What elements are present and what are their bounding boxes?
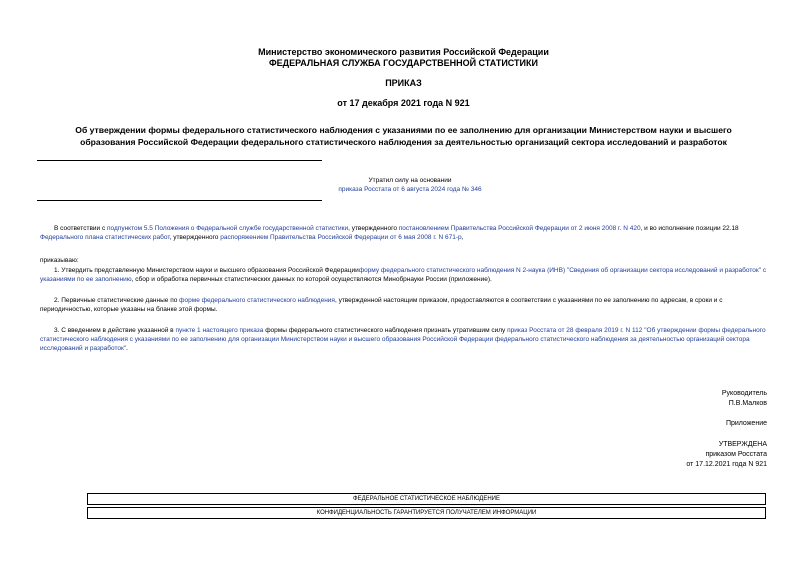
form-box-confidentiality: КОНФИДЕНЦИАЛЬНОСТЬ ГАРАНТИРУЕТСЯ ПОЛУЧАТЕЛЕМ ИНФОРМАЦИИ xyxy=(87,507,766,519)
preamble-text: В соответствии с xyxy=(54,225,108,232)
signature-name: П.В.Малков xyxy=(728,400,767,407)
divider-top xyxy=(37,160,322,161)
ministry-name: Министерство экономического развития Российской Федерации xyxy=(258,47,549,57)
preamble-text: , и во исполнение позиции 22.18 xyxy=(640,225,739,232)
order-word: приказываю: xyxy=(40,257,79,264)
item-3 xyxy=(40,326,770,353)
preamble-text: , утвержденного xyxy=(169,234,221,241)
signature-role: Руководитель xyxy=(721,390,767,397)
approved-label: УТВЕРЖДЕНА xyxy=(718,441,767,448)
status-link[interactable]: приказа Росстата от 6 августа 2024 года № 346 xyxy=(338,186,482,193)
approved-date: от 17.12.2021 года N 921 xyxy=(686,461,767,468)
item-text: 3. С введением в действие указанной в xyxy=(54,327,176,334)
form-link[interactable]: форму федерального статистического наблюдения N 2-наука (ИНВ) "Сведения об организации сектора исследований и разработок" с указаниями по ее заполнению xyxy=(40,267,767,283)
doc-date: от 17 декабря 2021 года N 921 xyxy=(337,98,470,108)
item-text: , утвержденной настоящим приказом, предоставляются в соответствии с указаниями по ее заполнению по адресам, в сроки и с периодичностью, которые указаны на бланке этой формы. xyxy=(40,297,723,313)
item-text: 2. Первичные статистические данные по xyxy=(54,297,180,304)
item-text: . xyxy=(126,345,128,352)
preamble-text: , утвержденного xyxy=(348,225,399,232)
approved-by: приказом Росстата xyxy=(705,451,767,458)
plan-link[interactable]: Федерального плана статистических работ xyxy=(40,234,170,241)
status-text: Утратил силу на основании xyxy=(368,177,452,184)
appendix-label: Приложение xyxy=(725,420,767,427)
decree-link[interactable]: постановлением Правительства Российской Федерации от 2 июня 2008 г. N 420 xyxy=(398,225,641,232)
regulation-link[interactable]: подпунктом 5.5 Положения о Федеральной службе государственной статистики xyxy=(107,225,349,232)
repealed-order-link[interactable]: приказ Росстата от 28 февраля 2019 г. N 112 "Об утверждении формы федерального статистического наблюдения с указаниями по ее заполнению для организации Министерством науки и высшего образования Российской Федерации федерального статистического наблюдения за деятельностью организаций сектора исследований и разработок" xyxy=(40,327,766,352)
form-link-2[interactable]: форме федерального статистического наблюдения xyxy=(179,297,335,304)
order-link[interactable]: распоряжением Правительства Российской Федерации от 6 мая 2008 г. N 671-р xyxy=(220,234,462,241)
service-name: ФЕДЕРАЛЬНАЯ СЛУЖБА ГОСУДАРСТВЕННОЙ СТАТИСТИКИ xyxy=(269,58,538,68)
item-2 xyxy=(40,296,770,314)
doc-title-line2: образования Российской Федерации федерального статистического наблюдения за деятельностью организаций сектора исследований и разработок xyxy=(80,137,727,147)
preamble-paragraph xyxy=(40,224,770,242)
divider-bottom xyxy=(37,200,322,201)
item-text: , сбор и обработка первичных статистических данных по которой осуществляются Минобрнауки России (приложение). xyxy=(131,276,492,283)
item-1 xyxy=(40,266,770,284)
clause-link[interactable]: пункте 1 настоящего приказа xyxy=(175,327,264,334)
form-box-observation: ФЕДЕРАЛЬНОЕ СТАТИСТИЧЕСКОЕ НАБЛЮДЕНИЕ xyxy=(87,493,766,505)
item-text: 1. Утвердить представленную Министерством науки и высшего образования Российской Федерации xyxy=(54,267,359,274)
item-text: формы федерального статистического наблюдения признать утратившим силу xyxy=(263,327,508,334)
doc-type: ПРИКАЗ xyxy=(385,78,422,88)
doc-title-line1: Об утверждении формы федерального статистического наблюдения с указаниями по ее заполнению для организации Министерством науки и высшего xyxy=(75,125,732,135)
preamble-text: , xyxy=(461,234,464,241)
